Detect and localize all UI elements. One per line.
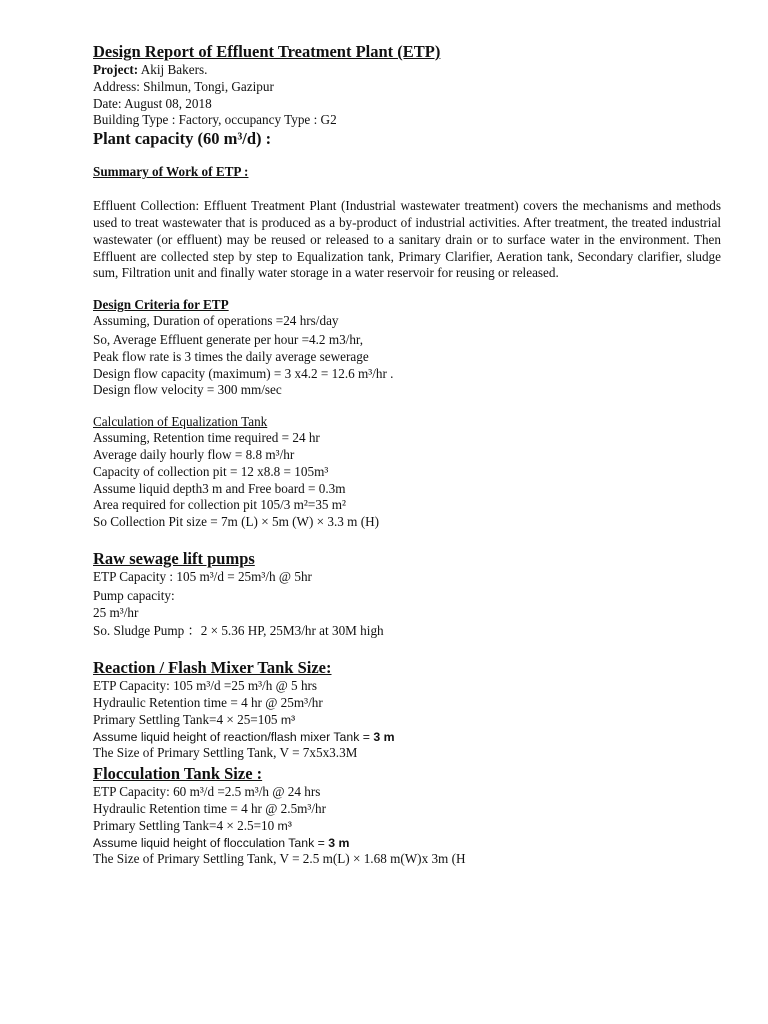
flocculation-line: ETP Capacity: 60 m³/d =2.5 m³/h @ 24 hrs	[93, 784, 321, 800]
flash-mixer-height-value: 3 m	[373, 729, 395, 744]
equalization-line: Average daily hourly flow = 8.8 m³/hr	[93, 446, 295, 462]
flocculation-line	[93, 818, 721, 835]
flash-mixer-line	[93, 712, 721, 729]
design-criteria-heading: Design Criteria for ETP	[93, 297, 229, 313]
flocculation-line: The Size of Primary Settling Tank, V = 2.5 m(L) × 1.68 m(W)x 3m (H	[93, 851, 466, 867]
summary-label: Effluent Collection:	[93, 198, 200, 214]
flocculation-line	[93, 835, 721, 852]
date-line: Date: August 08, 2018	[93, 95, 212, 111]
equalization-line: Area required for collection pit 105/3 m²=35 m²	[93, 497, 347, 513]
flash-mixer-height-c: reaction/flash mixer Tank =	[220, 729, 374, 744]
flocculation-heading: Flocculation Tank Size :	[93, 764, 263, 784]
document-page	[93, 42, 721, 868]
criteria-line: Design flow capacity (maximum) = 3 x4.2 = 12.6 m³/hr .	[93, 365, 394, 381]
flash-mixer-line: ETP Capacity: 105 m³/d =25 m³/h @ 5 hrs	[93, 678, 318, 694]
document-title: Design Report of Effluent Treatment Plant (ETP)	[93, 42, 441, 61]
flash-mixer-settling-unit: m³	[280, 712, 296, 727]
flocculation-height-c: flocculation Tank =	[220, 835, 329, 850]
flocculation-height-value: 3 m	[328, 835, 350, 850]
equalization-heading: Calculation of Equalization Tank	[93, 414, 268, 430]
equalization-line: So Collection Pit size = 7m (L) × 5m (W) × 3.3 m (H)	[93, 514, 380, 530]
lift-pumps-line: 25 m³/hr	[93, 604, 139, 620]
flash-mixer-height-a: Assume liquid height	[93, 729, 210, 744]
equalization-line: Capacity of collection pit = 12 x8.8 = 105m³	[93, 463, 329, 479]
flash-mixer-line: The Size of Primary Settling Tank, V = 7x5x3.3M	[93, 745, 358, 761]
project-line	[93, 62, 721, 79]
plant-capacity-heading: Plant capacity (60 m³/d) :	[93, 129, 272, 149]
flocculation-line: Hydraulic Retention time = 4 hr @ 2.5m³/hr	[93, 800, 327, 816]
summary-heading: Summary of Work of ETP :	[93, 164, 249, 180]
lift-pumps-line: ETP Capacity : 105 m³/d = 25m³/h @ 5hr	[93, 568, 312, 584]
criteria-line: Peak flow rate is 3 times the daily average sewerage	[93, 348, 369, 364]
flash-mixer-line	[93, 729, 721, 746]
flocculation-settling-unit: m³	[277, 818, 292, 833]
summary-paragraph	[93, 198, 721, 282]
flash-mixer-settling-text: Primary Settling Tank=4 × 25=105	[93, 711, 281, 727]
flash-mixer-line: Hydraulic Retention time = 4 hr @ 25m³/hr	[93, 694, 323, 710]
lift-pumps-line: Pump capacity:	[93, 587, 175, 603]
address-line: Address: Shilmun, Tongi, Gazipur	[93, 78, 274, 94]
flocculation-height-a: Assume liquid height	[93, 835, 210, 850]
project-label: Project:	[93, 62, 139, 77]
building-type-line: Building Type : Factory, occupancy Type : G2	[93, 112, 337, 128]
flocculation-height-b: of	[209, 835, 221, 850]
project-value: Akij Bakers.	[138, 62, 208, 77]
criteria-line: Design flow velocity = 300 mm/sec	[93, 382, 282, 398]
flocculation-settling-text: Primary Settling Tank=4 × 2.5=10	[93, 817, 278, 833]
lift-pumps-line: So. Sludge Pump ：2 × 5.36 HP, 25M3/hr at 30M high	[93, 623, 384, 639]
equalization-line: Assuming, Retention time required = 24 hr	[93, 430, 320, 446]
summary-text: Effluent Treatment Plant (Industrial wastewater treatment) covers the mechanisms and methods used to treat wastewater that is produced as a by-product of industrial activities. After treatment, the treated industrial wastewater (or effluent) may be reused or released to a sanitary drain or to surface water in the environment. Then Effluent are collected step by step to Equalization tank, Primary Clarifier, Aeration tank, Secondary clarifier, sludge sum, Filtration unit and finally water storage in a water reservoir for reusing or released.	[93, 198, 721, 281]
lift-pumps-heading: Raw sewage lift pumps	[93, 548, 255, 568]
flash-mixer-heading: Reaction / Flash Mixer Tank Size:	[93, 658, 332, 678]
criteria-line: Assuming, Duration of operations =24 hrs/day	[93, 313, 339, 329]
equalization-line: Assume liquid depth3 m and Free board = 0.3m	[93, 480, 346, 496]
criteria-line: So, Average Effluent generate per hour =4.2 m3/hr,	[93, 331, 364, 347]
flash-mixer-height-b: of	[209, 729, 221, 744]
